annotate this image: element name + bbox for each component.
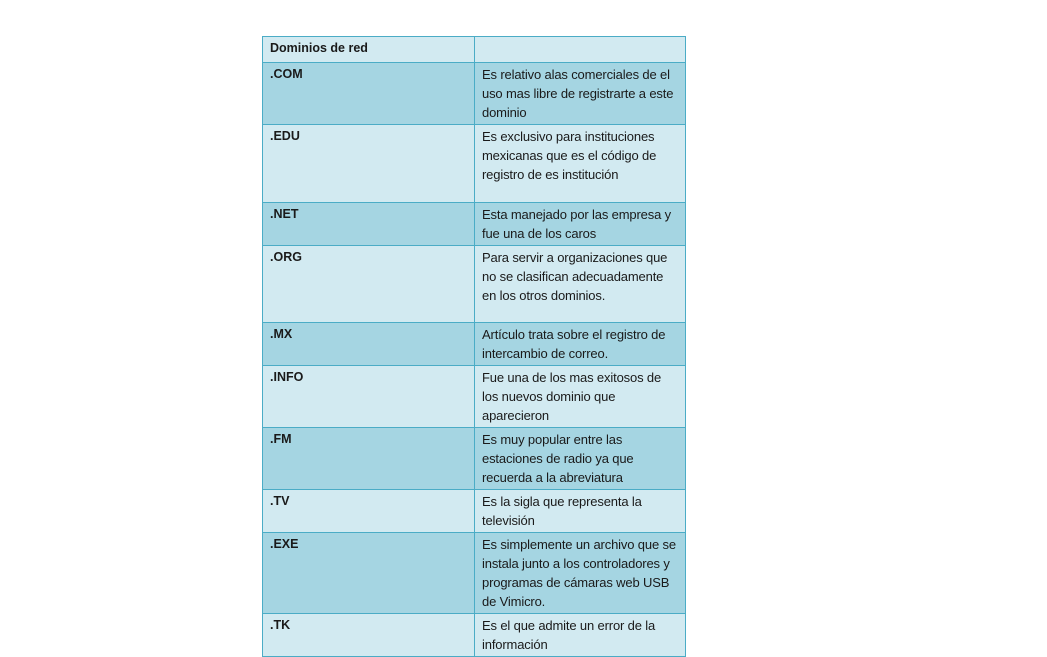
description-cell: Fue una de los mas exitosos de los nuevos dominio que aparecieron [475, 366, 686, 428]
table-header-row [263, 37, 686, 63]
table-row [263, 428, 686, 490]
header-cell-empty [475, 37, 686, 63]
domain-cell: .INFO [263, 366, 475, 428]
table-row [263, 490, 686, 533]
table-row [263, 125, 686, 203]
domain-cell: .TV [263, 490, 475, 533]
table-row [263, 533, 686, 614]
description-cell: Es la sigla que representa la televisión [475, 490, 686, 533]
table-row [263, 246, 686, 323]
description-cell: Es relativo alas comerciales de el uso mas libre de registrarte a este dominio [475, 63, 686, 125]
table-row [263, 614, 686, 657]
table-row [263, 63, 686, 125]
header-cell-domains: Dominios de red [263, 37, 475, 63]
description-cell: Es el que admite un error de la información [475, 614, 686, 657]
description-cell: Es simplemente un archivo que se instala junto a los controladores y programas de cámaras web USB de Vimicro. [475, 533, 686, 614]
table-row [263, 323, 686, 366]
description-cell: Es exclusivo para instituciones mexicanas que es el código de registro de es institución [475, 125, 686, 203]
description-cell: Es muy popular entre las estaciones de radio ya que recuerda a la abreviatura [475, 428, 686, 490]
description-cell: Artículo trata sobre el registro de intercambio de correo. [475, 323, 686, 366]
domain-cell: .EDU [263, 125, 475, 203]
domain-cell: .ORG [263, 246, 475, 323]
domain-cell: .TK [263, 614, 475, 657]
description-cell: Esta manejado por las empresa y fue una de los caros [475, 203, 686, 246]
table-row [263, 203, 686, 246]
domain-cell: .COM [263, 63, 475, 125]
description-cell: Para servir a organizaciones que no se clasifican adecuadamente en los otros dominios. [475, 246, 686, 323]
domain-cell: .MX [263, 323, 475, 366]
domain-cell: .FM [263, 428, 475, 490]
domains-table [262, 36, 686, 657]
table-row [263, 366, 686, 428]
domain-cell: .NET [263, 203, 475, 246]
domain-cell: .EXE [263, 533, 475, 614]
